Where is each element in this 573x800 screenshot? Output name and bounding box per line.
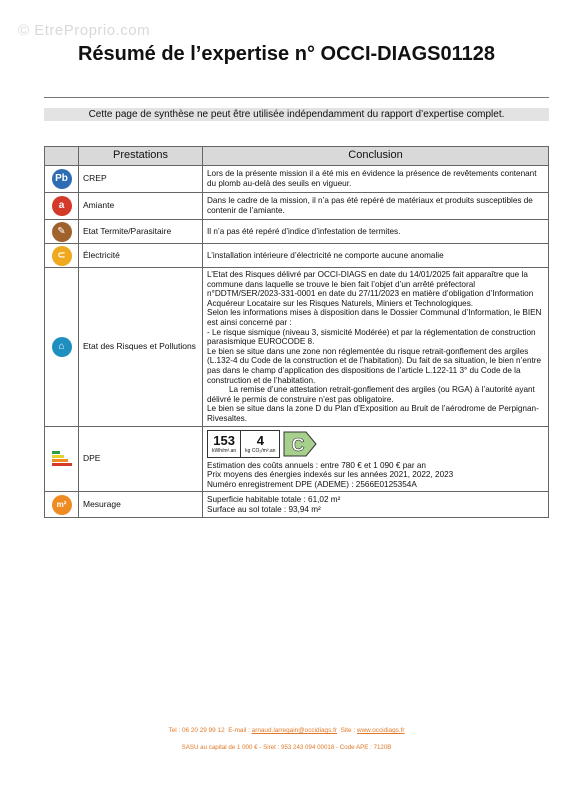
conclusion-line: Estimation des coûts annuels : entre 780 € et 1 090 € par an: [207, 460, 426, 470]
conclusion-line: L’Etat des Risques délivré par OCCI-DIAGS en date du 14/01/2025 fait apparaître que la commune dans laquelle se trouve le bien fait l’objet d’un arrêté préfectoral n°DDTM/SER/2023-331-0001 en date du 27/11/2023 en matière d’obligation d’Information Acquéreur Locataire sur les Risques Naturels, Miniers et Technologiques.: [207, 270, 534, 308]
row-label: Mesurage: [79, 492, 203, 518]
row-conclusion: L’installation intérieure d’électricité ne comporte aucune anomalie: [203, 244, 549, 268]
summary-table: [44, 146, 549, 518]
watermark: © EtreProprio.com: [18, 22, 151, 39]
row-label: Etat Termite/Parasitaire: [79, 220, 203, 244]
row-conclusion: [203, 426, 549, 492]
table-row: [45, 268, 549, 427]
measure-icon: m²: [52, 495, 72, 515]
energy-bars-icon: [52, 450, 72, 468]
table-row: [45, 426, 549, 492]
footer-site-label: Site :: [340, 727, 356, 734]
conclusion-line: Superficie habitable totale : 61,02 m²: [207, 495, 341, 505]
conclusion-line: Surface au sol totale : 93,94 m²: [207, 504, 321, 514]
row-conclusion: [203, 492, 549, 518]
risks-house-icon: ⌂: [52, 337, 72, 357]
footer-legal: SASU au capital de 1 000 € - Siret : 953 243 094 00018 - Code APE : 7120B: [181, 744, 392, 751]
dpe-ghg-value: 4: [256, 432, 264, 448]
footer-email-label: E-mail :: [228, 727, 250, 734]
conclusion-line: Numéro enregistrement DPE (ADEME) : 2566E0125354A: [207, 479, 417, 489]
lead-icon: Pb: [52, 169, 72, 189]
dpe-energy-value: 153: [213, 432, 235, 448]
row-label: Etat des Risques et Pollutions: [79, 268, 203, 427]
table-row: [45, 193, 549, 220]
row-conclusion: Lors de la présente mission il a été mis en évidence la présence de revêtements contenant du plomb au-delà des seuils en vigueur.: [203, 166, 549, 193]
footer-email-link[interactable]: arnaud.larregain@occidiags.fr: [251, 727, 337, 734]
dpe-class-badge: [282, 430, 318, 458]
page-title: Résumé de l’expertise n° OCCI-DIAGS01128: [77, 43, 496, 65]
conclusion-line: - Le risque sismique (niveau 3, sismicité Modérée) et par la réglementation de construction parasismique EUROCODE 8.: [207, 327, 536, 347]
conclusion-line: Le bien se situe dans une zone non réglementée du risque retrait-gonflement des argiles (L.132-4 du Code de la construction et de l’habitation). Du fait de sa situation, le bien n’entre pas dans le champ d’application des dispositions de l’article L.122-11 3° du Code de la construction et de l’habitation.: [207, 346, 542, 385]
divider: [44, 97, 549, 98]
synthesis-note: Cette page de synthèse ne peut être utilisée indépendamment du rapport d’expertise complet.: [44, 108, 549, 121]
conclusion-line: Prix moyens des énergies indexés sur les années 2021, 2022, 2023: [207, 470, 454, 480]
electricity-icon: ⊂: [52, 246, 72, 266]
header-conclusion: Conclusion: [203, 147, 549, 166]
table-header-row: [45, 147, 549, 166]
footer-site-link[interactable]: www.occidiags.fr: [356, 727, 405, 734]
asbestos-icon: a: [52, 196, 72, 216]
row-conclusion: Il n’a pas été repéré d’indice d’infestation de termites.: [203, 220, 549, 244]
dpe-label: [207, 430, 544, 458]
table-row: [45, 492, 549, 518]
row-label: Amiante: [79, 193, 203, 220]
header-prestations: Prestations: [79, 147, 203, 166]
conclusion-line: Selon les informations mises à disposition dans le Dossier Communal d’Information, le BIEN est ainsi concerné par :: [207, 308, 542, 327]
row-conclusion: Dans le cadre de la mission, il n’a pas été repéré de matériaux et produits susceptibles de contenir de l’amiante.: [203, 193, 549, 220]
dpe-ghg-unit: kg CO₂/m².an: [245, 447, 276, 454]
row-label: DPE: [79, 426, 203, 492]
dpe-energy-unit: kWh/m².an: [212, 447, 237, 454]
table-row: [45, 220, 549, 244]
dpe-energy-cell: [207, 430, 241, 458]
conclusion-line: Le bien se situe dans la zone D du Plan d’Exposition au Bruit de l’aérodrome de Perpignan-Rivesaltes.: [207, 404, 539, 423]
dpe-class-letter: C: [291, 434, 305, 455]
footer-contact: [60, 727, 513, 734]
termite-icon: ✎: [52, 222, 72, 242]
table-row: [45, 166, 549, 193]
row-conclusion: [203, 268, 549, 427]
empty-header-cell: [45, 147, 79, 166]
table-row: [45, 244, 549, 268]
footer-tel: Tel : 06 20 29 99 12: [168, 727, 225, 734]
dpe-ghg-cell: [241, 430, 280, 458]
row-label: Électricité: [79, 244, 203, 268]
row-label: CREP: [79, 166, 203, 193]
conclusion-line: La remise d’une attestation retrait-gonflement des argiles (ou RGA) à l’autorité ayant délivré le permis de construire n’est pas obligatoire.: [207, 385, 535, 404]
